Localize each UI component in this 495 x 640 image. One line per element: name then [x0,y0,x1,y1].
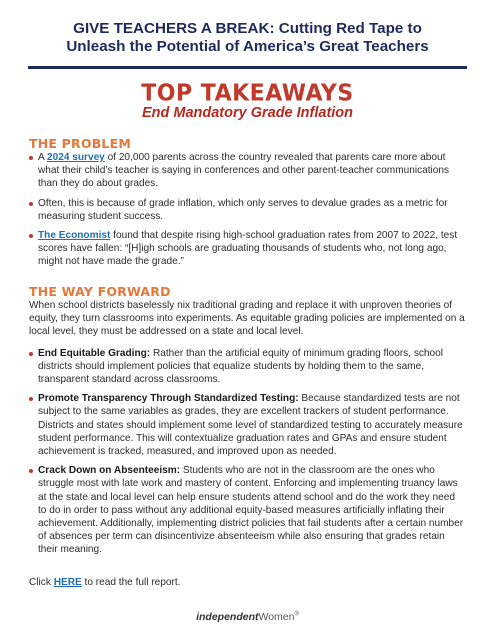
call-to-action [29,576,465,589]
logo-registered-mark: ® [294,611,299,618]
way-forward-heading: THE WAY FORWARD [29,284,171,299]
forward-bullet-1 [29,347,465,387]
economist-link[interactable]: The Economist [38,230,111,242]
problem-list [29,151,465,269]
takeaways-subtitle: End Mandatory Grade Inflation [141,105,354,121]
problem-b2-text: Often, this is because of grade inflation, which only serves to devalue grades as a metric for measuring student success. [38,197,448,222]
way-forward-intro: When school districts baselessly nix traditional grading and replace it with unproven theories of equity, they turn classrooms into experiments. As equitable grading policies are implemented on a local level, they must be addressed on a state and local level. [29,300,465,338]
problem-b1-pre: A [38,152,47,163]
problem-bullet-1 [29,151,465,191]
problem-bullet-3 [29,229,465,269]
way-forward-body [29,299,465,557]
document-title [24,20,471,56]
forward-b2-title: Promote Transparency Through Standardized Testing: [38,393,299,405]
problem-heading: THE PROBLEM [29,136,131,151]
forward-b1-text: Rather than the artificial equity of minimum grading floors, school districts should implement policies that equalize students by holding them to the same, transparent standard across classrooms. [38,347,444,386]
independent-women-logo [0,611,495,623]
forward-bullet-2 [29,392,465,458]
cta-post: to read the full report. [81,577,181,588]
forward-b1-title: End Equitable Grading: [38,347,151,359]
logo-part-1: independent [196,611,259,623]
forward-b2-text: Because standardized tests are not subject to the same variables as grades, they are excellent trackers of student performance. Districts and states should implement some level of standardized testing to accurately measure student performance. This will contextualize graduation rates and GPAs and ensure student achievement is tracked, measured, and improved upon as needed. [38,393,463,458]
problem-b1-text: of 20,000 parents across the country revealed that parents care more about what their child’s teacher is saying in conferences and other parent-teacher communications than they do about grades. [38,152,450,190]
title-line-1: GIVE TEACHERS A BREAK: Cutting Red Tape to [73,20,422,37]
cta-pre: Click [29,577,54,588]
problem-bullet-2 [29,197,465,223]
survey-link[interactable]: 2024 survey [46,152,105,163]
full-report-link[interactable]: HERE [53,577,82,588]
takeaways-heading: TOP TAKEAWAYS [141,80,354,107]
forward-bullet-3 [29,464,465,556]
forward-b3-title: Crack Down on Absenteeism: [38,465,181,477]
problem-b3-text: found that despite rising high-school graduation rates from 2007 to 2022, test scores have fallen: “[H]igh schools are graduating thousands of students who, not long ago, might not have made the grade.” [38,230,458,268]
forward-b3-text: Students who are not in the classroom are the ones who struggle most with late work and mastery of content. Enforcing and implementing truancy laws at the state and local level can help ensure students attend school and do the work they need to do in order to pass without any additional equity-based measures artificially inflating their achievement. Additionally, implementing district policies that fail students after a certain number of absences per term can disincentivize absenteeism while also ensuring that grades retain their meaning. [38,465,464,556]
header-divider [28,66,467,69]
logo-part-2: Women [258,611,295,623]
title-line-2: Unleash the Potential of America’s Great Teachers [66,38,429,55]
